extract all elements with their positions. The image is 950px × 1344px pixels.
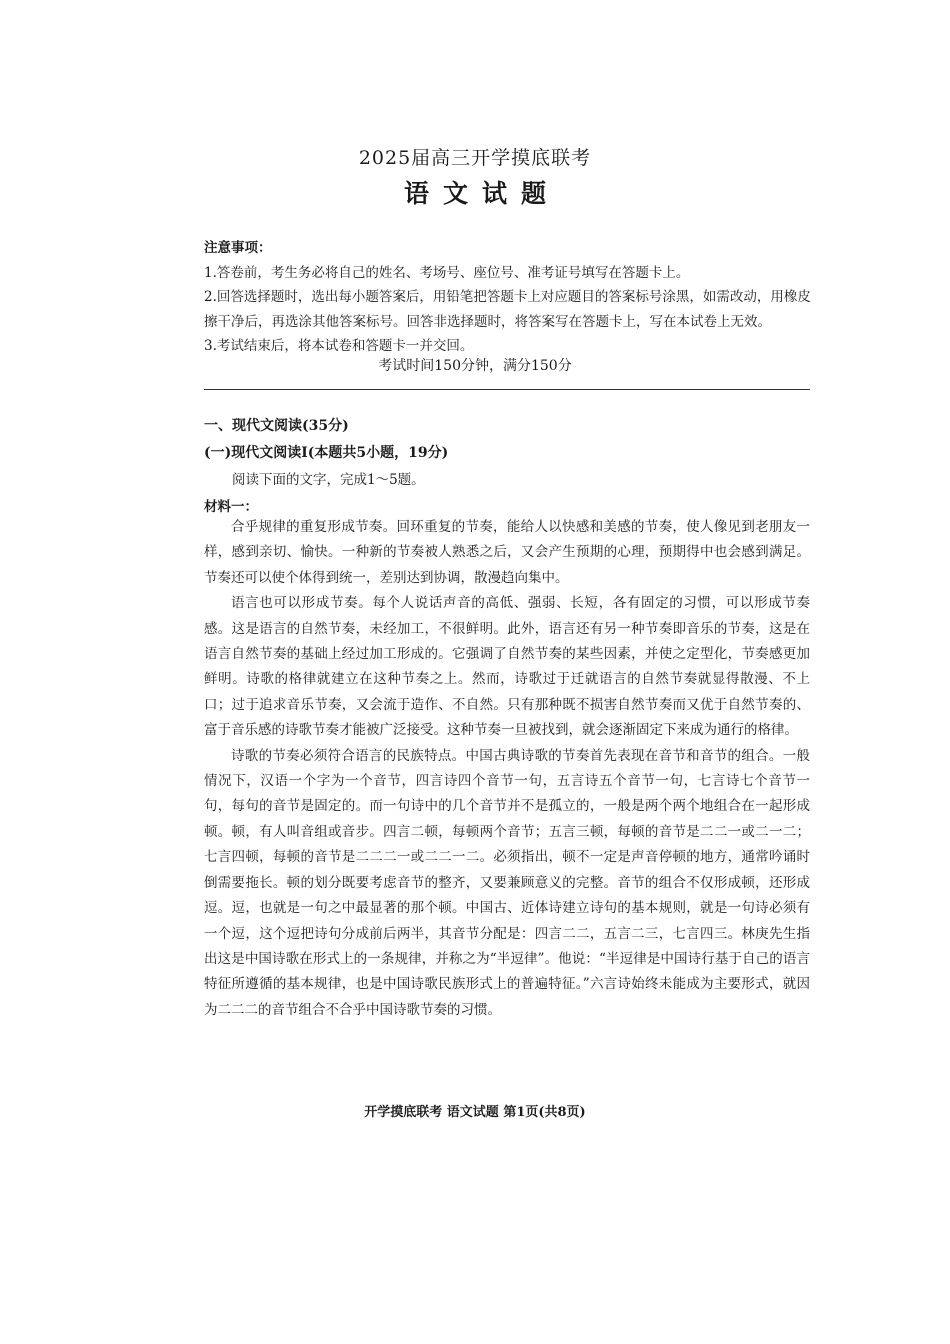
exam-time: 考试时间150分钟，满分150分 xyxy=(378,358,572,374)
notice-item-2-line-2: 擦干净后，再选涂其他答案标号。回答非选择题时，将答案写在答题卡上，写在本试卷上无效。 xyxy=(204,313,771,330)
paragraph-3: 诗歌的节奏必须符合语言的民族特点。中国古典诗歌的节奏首先表现在音节和音节的组合。一般情况下，汉语一个字为一个音节，四言诗四个音节一句，五言诗五个音节一句，七言诗七个音节一句，每句的音节是固定的。而一句诗中的几个音节并不是孤立的，一般是两个两个地组合在一起形成顿。顿，有人叫音组或音步。四言二顿，每顿两个音节；五言三顿，每顿的音节是二二一或二一二；七言四顿，每顿的音节是二二二一或二二一二。必须指出，顿不一定是声音停顿的地方，通常吟诵时倒需要拖长。顿的划分既要考虑音节的整齐，又要兼顾意义的完整。音节的组合不仅形成顿，还形成逗。逗，也就是一句之中最显著的那个顿。中国古、近体诗建立诗句的基本规则，就是一句诗必须有一个逗，这个逗把诗句分成前后两半，其音节分配是：四言二二，五言二三，七言四三。林庚先生指出这是中国诗歌在形式上的一条规律，并称之为“半逗律”。他说：“半逗律是中国诗行基于自己的语言特征所遵循的基本规律，也是中国诗歌民族形式上的普遍特征。”六言诗始终未能成为主要形式，就因为二二二的音节组合不合乎中国诗歌节奏的习惯。 xyxy=(204,747,810,1018)
subject-title: 语文试题 xyxy=(403,179,560,208)
notice-block xyxy=(204,236,810,359)
notice-item-2-line-1: 2.回答选择题时，选出每小题答案后，用铅笔把答题卡上对应题目的答案标号涂黑，如需改动，用橡皮 xyxy=(204,289,811,305)
material-label: 材料一： xyxy=(204,499,258,515)
paragraph-2: 语言也可以形成节奏。每个人说话声音的高低、强弱、长短，各有固定的习惯，可以形成节奏感。这是语言的自然节奏，未经加工，不很鲜明。此外，语言还有另一种节奏即音乐的节奏，这是在语言自然节奏的基础上经过加工形成的。它强调了自然节奏的某些因素，并使之定型化，节奏感更加鲜明。诗歌的格律就建立在这种节奏之上。然而，诗歌过于迁就语言的自然节奏就显得散漫、不上口；过于追求音乐节奏，又会流于造作、不自然。只有那种既不损害自然节奏而又优于自然节奏的、富于音乐感的诗歌节奏才能被广泛接受。这种节奏一旦被找到，就会逐渐固定下来成为通行的格律。 xyxy=(204,595,810,739)
divider-line xyxy=(204,389,810,390)
subsection-heading: (一)现代文阅读Ⅰ(本题共5小题，19分) xyxy=(204,445,449,461)
paragraph-1: 合乎规律的重复形成节奏。回环重复的节奏，能给人以快感和美感的节奏，使人像见到老朋友一样，感到亲切、愉快。一种新的节奏被人熟悉之后，又会产生预期的心理，预期得中也会感到满足。节奏还可以使个体得到统一，差别达到协调，散漫趋向集中。 xyxy=(204,519,810,586)
reading-instruction: 阅读下面的文字，完成1～5题。 xyxy=(232,472,425,488)
section-heading: 一、现代文阅读(35分) xyxy=(204,418,349,434)
page-footer: 开学摸底联考 语文试题 第1页(共8页) xyxy=(364,1105,586,1120)
notice-item-3: 3.考试结束后，将本试卷和答题卡一并交回。 xyxy=(204,338,474,354)
material-body xyxy=(204,515,810,1023)
notice-heading: 注意事项： xyxy=(204,240,272,256)
exam-title: 2025届高三开学摸底联考 xyxy=(358,147,592,169)
notice-item-1: 1.答卷前，考生务必将自己的姓名、考场号、座位号、准考证号填写在答题卡上。 xyxy=(204,264,690,281)
